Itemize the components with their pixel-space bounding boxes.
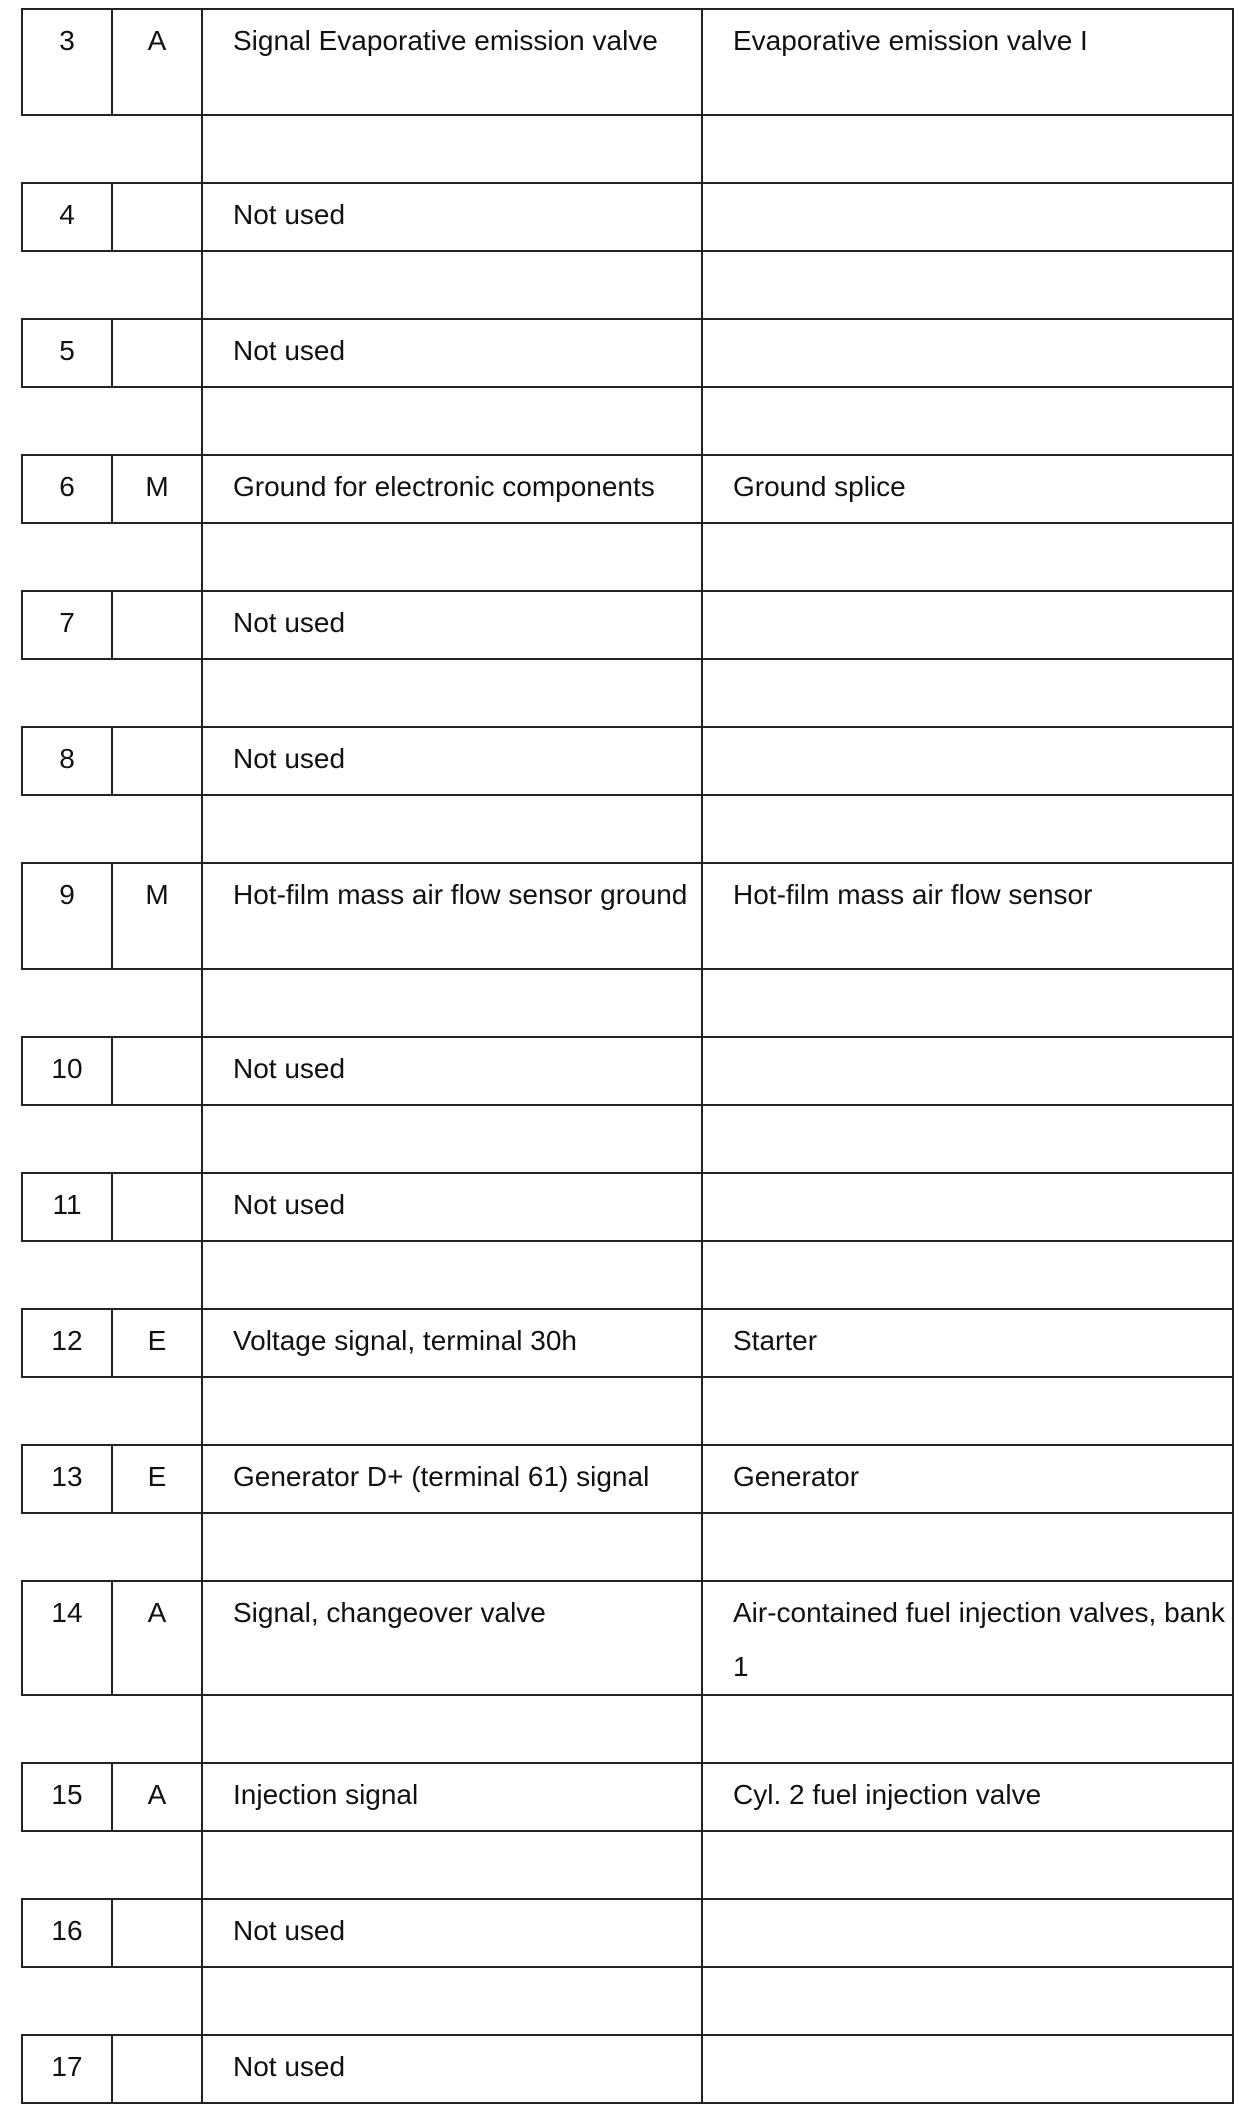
- component-name: Ground splice: [702, 455, 1233, 523]
- pin-number: 4: [22, 183, 112, 251]
- pin-number: 15: [22, 1763, 112, 1831]
- signal-description: Not used: [202, 1037, 702, 1105]
- spacer-row: [22, 251, 1233, 319]
- signal-description: Signal, changeover valve: [202, 1581, 702, 1695]
- component-name: Hot-film mass air flow sensor: [702, 863, 1233, 969]
- table-row: [22, 319, 1233, 387]
- table-row: [22, 1899, 1233, 1967]
- signal-type: [112, 1173, 202, 1241]
- pin-number: 10: [22, 1037, 112, 1105]
- spacer-row: [22, 1241, 1233, 1309]
- component-name: [702, 1899, 1233, 1967]
- pin-number: 14: [22, 1581, 112, 1695]
- signal-description: Not used: [202, 727, 702, 795]
- signal-type: A: [112, 1763, 202, 1831]
- component-name: [702, 319, 1233, 387]
- spacer-row: [22, 795, 1233, 863]
- table-row: [22, 9, 1233, 115]
- signal-description: Not used: [202, 2035, 702, 2103]
- spacer-row: [22, 1967, 1233, 2035]
- signal-description: Not used: [202, 319, 702, 387]
- table-row: [22, 2035, 1233, 2103]
- signal-type: E: [112, 1445, 202, 1513]
- signal-type: [112, 727, 202, 795]
- spacer-row: [22, 387, 1233, 455]
- component-name: Generator: [702, 1445, 1233, 1513]
- signal-type: E: [112, 1309, 202, 1377]
- pin-number: 16: [22, 1899, 112, 1967]
- signal-type: [112, 183, 202, 251]
- pin-number: 8: [22, 727, 112, 795]
- component-name: [702, 727, 1233, 795]
- table-row: [22, 1309, 1233, 1377]
- pin-number: 13: [22, 1445, 112, 1513]
- signal-description: Not used: [202, 183, 702, 251]
- pin-number: 5: [22, 319, 112, 387]
- pin-number: 3: [22, 9, 112, 115]
- pin-number: 17: [22, 2035, 112, 2103]
- signal-description: Not used: [202, 1173, 702, 1241]
- table-row: [22, 591, 1233, 659]
- pin-number: 12: [22, 1309, 112, 1377]
- signal-type: M: [112, 863, 202, 969]
- signal-type: [112, 319, 202, 387]
- spacer-row: [22, 1831, 1233, 1899]
- signal-type: [112, 1899, 202, 1967]
- signal-type: [112, 591, 202, 659]
- signal-type: [112, 2035, 202, 2103]
- signal-description: Generator D+ (terminal 61) signal: [202, 1445, 702, 1513]
- component-name: Starter: [702, 1309, 1233, 1377]
- spacer-row: [22, 1105, 1233, 1173]
- table-row: [22, 183, 1233, 251]
- signal-type: A: [112, 9, 202, 115]
- component-name: Cyl. 2 fuel injection valve: [702, 1763, 1233, 1831]
- spacer-row: [22, 115, 1233, 183]
- spacer-row: [22, 1695, 1233, 1763]
- table-row: [22, 1173, 1233, 1241]
- component-name: Air-contained fuel injection valves, bank 1: [702, 1581, 1233, 1695]
- component-name: Evaporative emission valve I: [702, 9, 1233, 115]
- signal-description: Not used: [202, 1899, 702, 1967]
- table-row: [22, 1037, 1233, 1105]
- table-row: [22, 727, 1233, 795]
- spacer-row: [22, 1377, 1233, 1445]
- signal-type: M: [112, 455, 202, 523]
- pin-number: 9: [22, 863, 112, 969]
- component-name: [702, 591, 1233, 659]
- signal-description: Ground for electronic components: [202, 455, 702, 523]
- signal-type: [112, 1037, 202, 1105]
- component-name: [702, 183, 1233, 251]
- signal-description: Voltage signal, terminal 30h: [202, 1309, 702, 1377]
- signal-description: Injection signal: [202, 1763, 702, 1831]
- spacer-row: [22, 523, 1233, 591]
- signal-description: Hot-film mass air flow sensor ground: [202, 863, 702, 969]
- signal-description: Signal Evaporative emission valve: [202, 9, 702, 115]
- component-name: [702, 1037, 1233, 1105]
- spacer-row: [22, 659, 1233, 727]
- pin-assignment-table: [21, 8, 1234, 2104]
- component-name: [702, 2035, 1233, 2103]
- table-row: [22, 1763, 1233, 1831]
- signal-type: A: [112, 1581, 202, 1695]
- spacer-row: [22, 1513, 1233, 1581]
- pin-number: 7: [22, 591, 112, 659]
- table-row: [22, 455, 1233, 523]
- spacer-row: [22, 969, 1233, 1037]
- pin-number: 6: [22, 455, 112, 523]
- pin-number: 11: [22, 1173, 112, 1241]
- table-row: [22, 1445, 1233, 1513]
- table-row: [22, 1581, 1233, 1695]
- signal-description: Not used: [202, 591, 702, 659]
- table-row: [22, 863, 1233, 969]
- component-name: [702, 1173, 1233, 1241]
